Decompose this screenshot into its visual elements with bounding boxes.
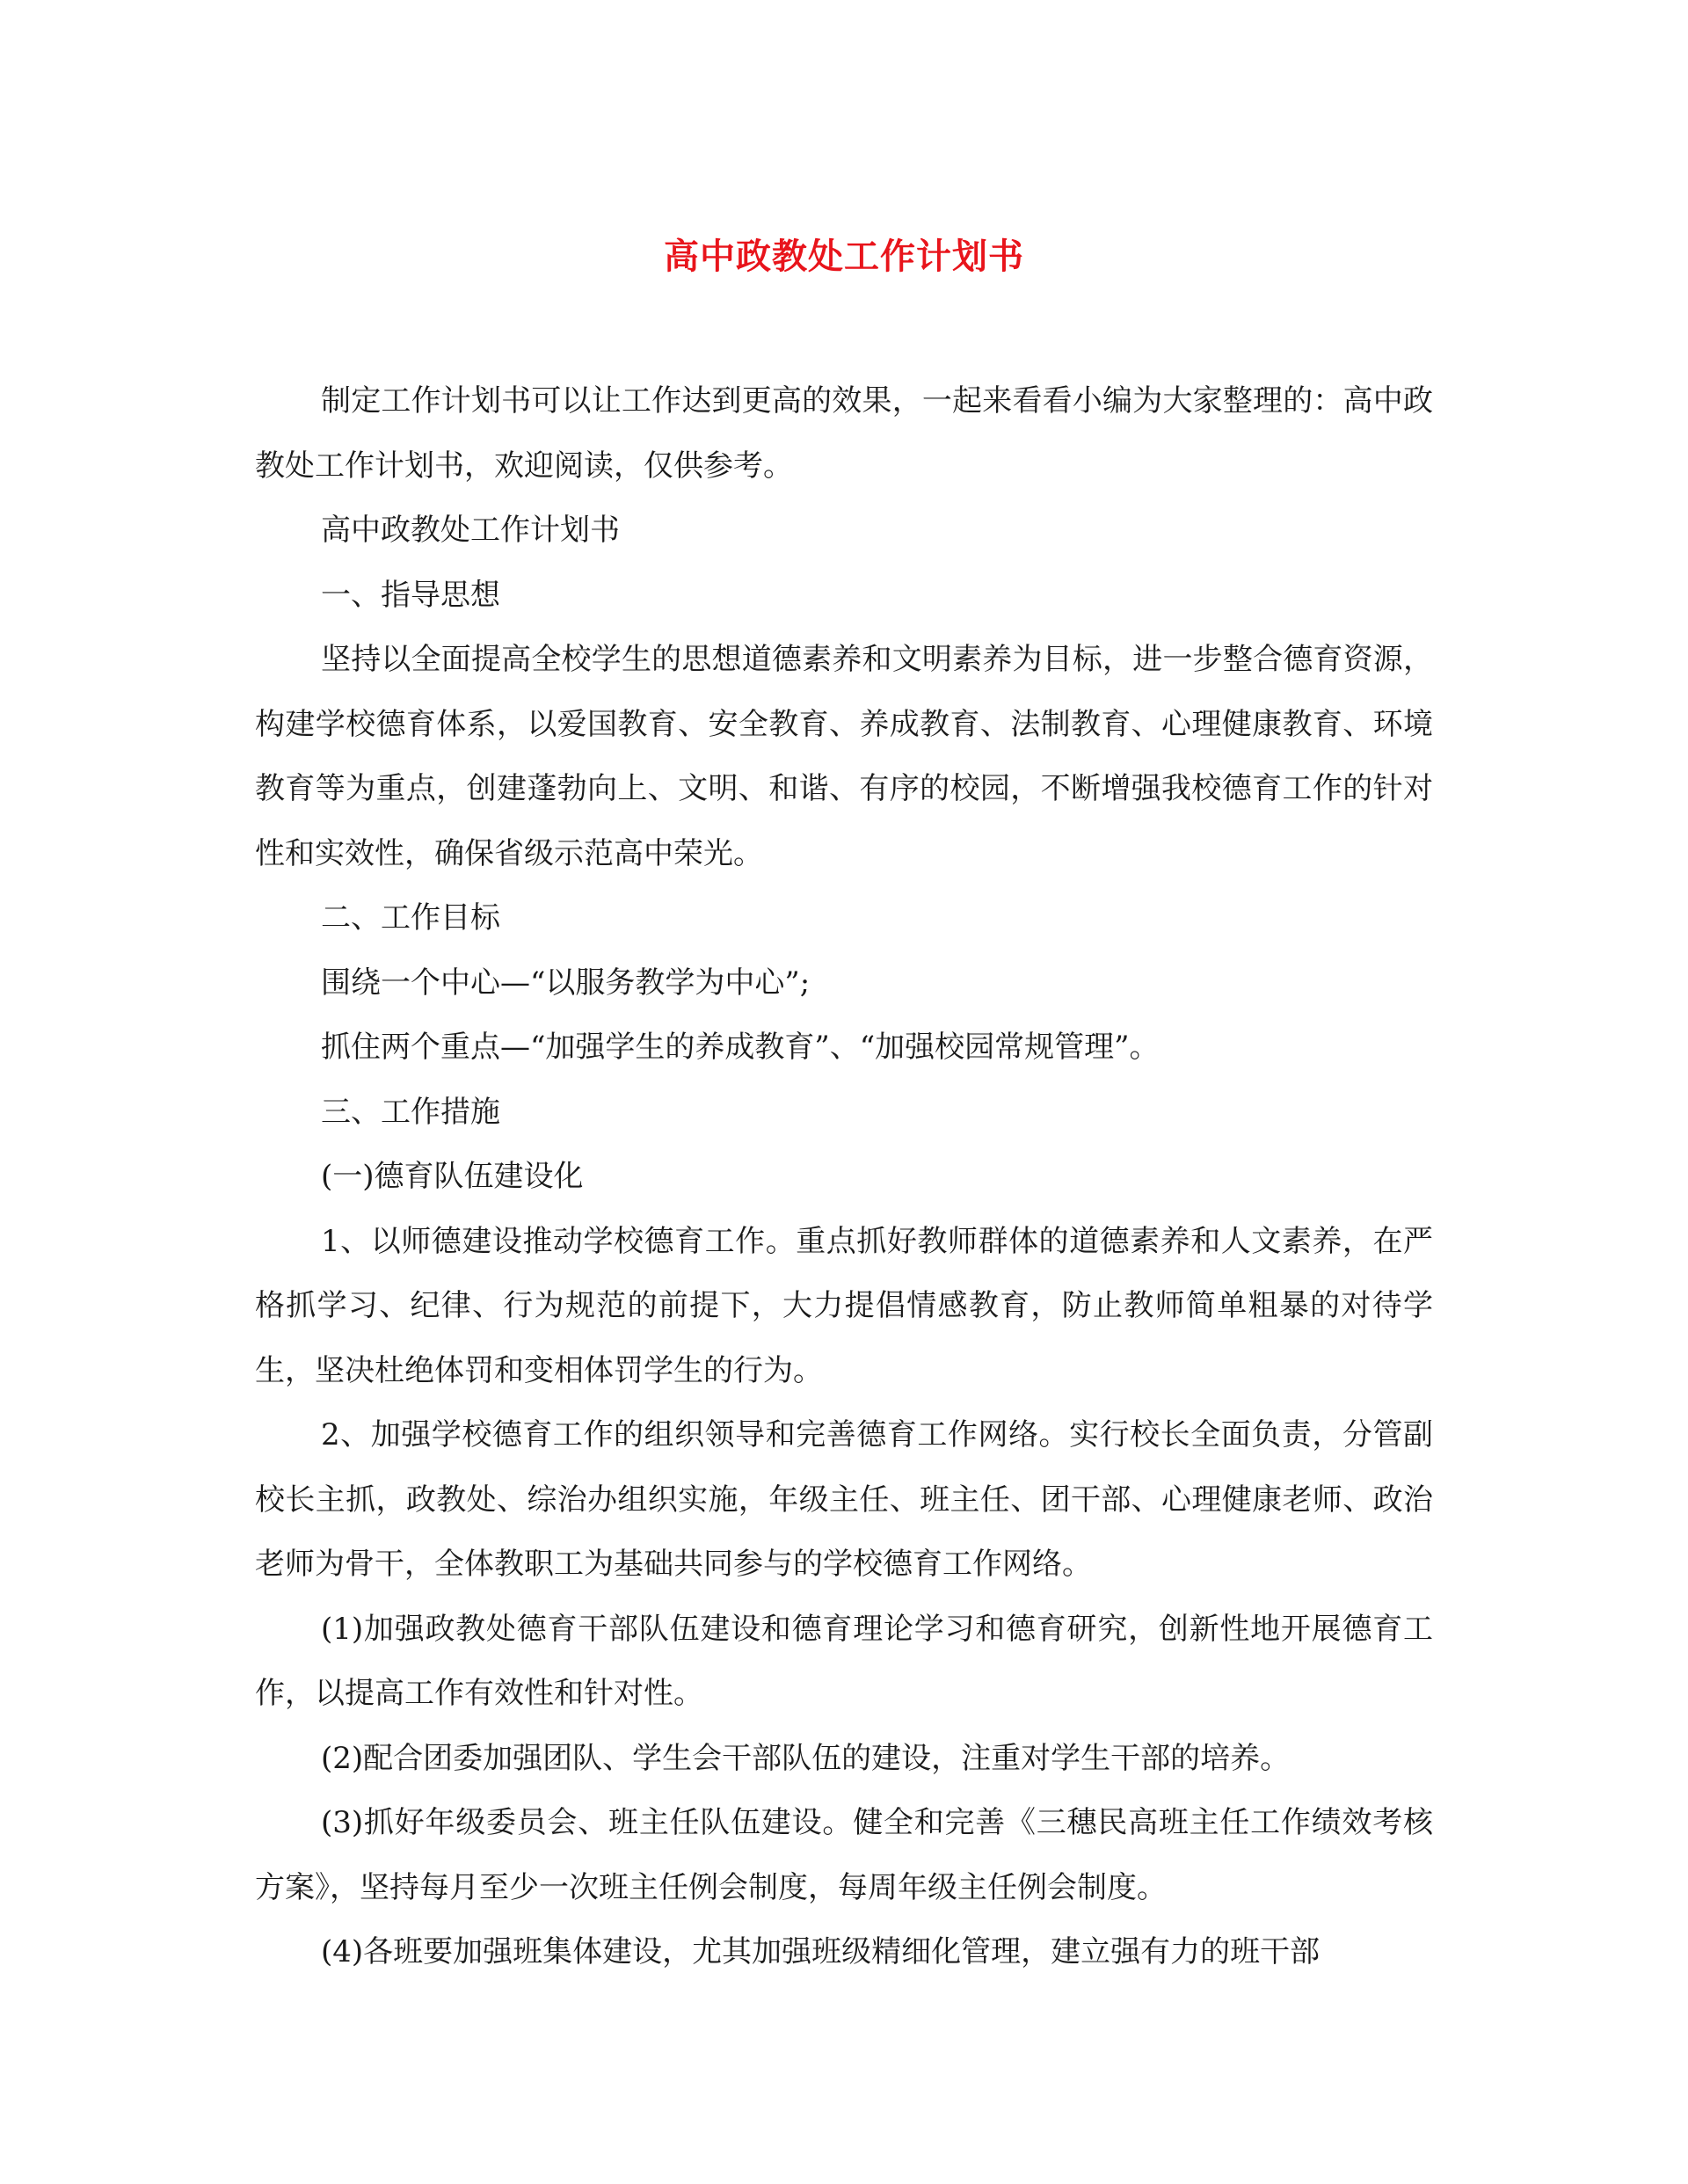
measure-2-item-1-paragraph: (1)加强政教处德育干部队伍建设和德育理论学习和德育研究，创新性地开展德育工作，以提高工作有效性和针对性。 bbox=[255, 1611, 1433, 1711]
measure-2-paragraph: 2、加强学校德育工作的组织领导和完善德育工作网络。实行校长全面负责，分管副校长主抓，政教处、综治办组织实施，年级主任、班主任、团干部、心理健康老师、政治老师为骨干，全体教职工为基础共同参与的学校德育工作网络。 bbox=[255, 1417, 1433, 1582]
measure-2-item-2-paragraph: (2)配合团委加强团队、学生会干部队伍的建设，注重对学生干部的培养。 bbox=[321, 1740, 1291, 1776]
section-heading-work-goals: 二、工作目标 bbox=[321, 900, 500, 935]
section-heading-work-measures: 三、工作措施 bbox=[321, 1094, 500, 1130]
goal-one-paragraph: 围绕一个中心—“以服务教学为中心”; bbox=[321, 965, 811, 1001]
subtitle-paragraph: 高中政教处工作计划书 bbox=[321, 513, 620, 548]
measure-1-paragraph: 1、以师德建设推动学校德育工作。重点抓好教师群体的道德素养和人文素养，在严格抓学习、纪律、行为规范的前提下，大力提倡情感教育，防止教师简单粗暴的对待学生，坚决杜绝体罚和变相体罚学生的行为。 bbox=[255, 1223, 1433, 1388]
measure-2-item-4-paragraph: (4)各班要加强班集体建设，尤其加强班级精细化管理，建立强有力的班干部 bbox=[321, 1934, 1321, 1969]
document-title: 高中政教处工作计划书 bbox=[664, 236, 1024, 277]
subsection-heading-team-building: (一)德育队伍建设化 bbox=[321, 1159, 584, 1194]
document-body bbox=[255, 369, 1433, 1985]
intro-paragraph: 制定工作计划书可以让工作达到更高的效果，一起来看看小编为大家整理的：高中政教处工作计划书，欢迎阅读，仅供参考。 bbox=[255, 383, 1433, 484]
goal-two-paragraph: 抓住两个重点—“加强学生的养成教育”、“加强校园常规管理”。 bbox=[321, 1030, 1160, 1065]
guiding-thought-paragraph: 坚持以全面提高全校学生的思想道德素养和文明素养为目标，进一步整合德育资源，构建学校德育体系，以爱国教育、安全教育、养成教育、法制教育、心理健康教育、环境教育等为重点，创建蓬勃向上、文明、和谐、有序的校园，不断增强我校德育工作的针对性和实效性，确保省级示范高中荣光。 bbox=[255, 642, 1433, 871]
measure-2-item-3-paragraph: (3)抓好年级委员会、班主任队伍建设。健全和完善《三穗民高班主任工作绩效考核方案》，坚持每月至少一次班主任例会制度，每周年级主任例会制度。 bbox=[255, 1805, 1433, 1905]
section-heading-guiding-thought: 一、指导思想 bbox=[321, 577, 500, 613]
